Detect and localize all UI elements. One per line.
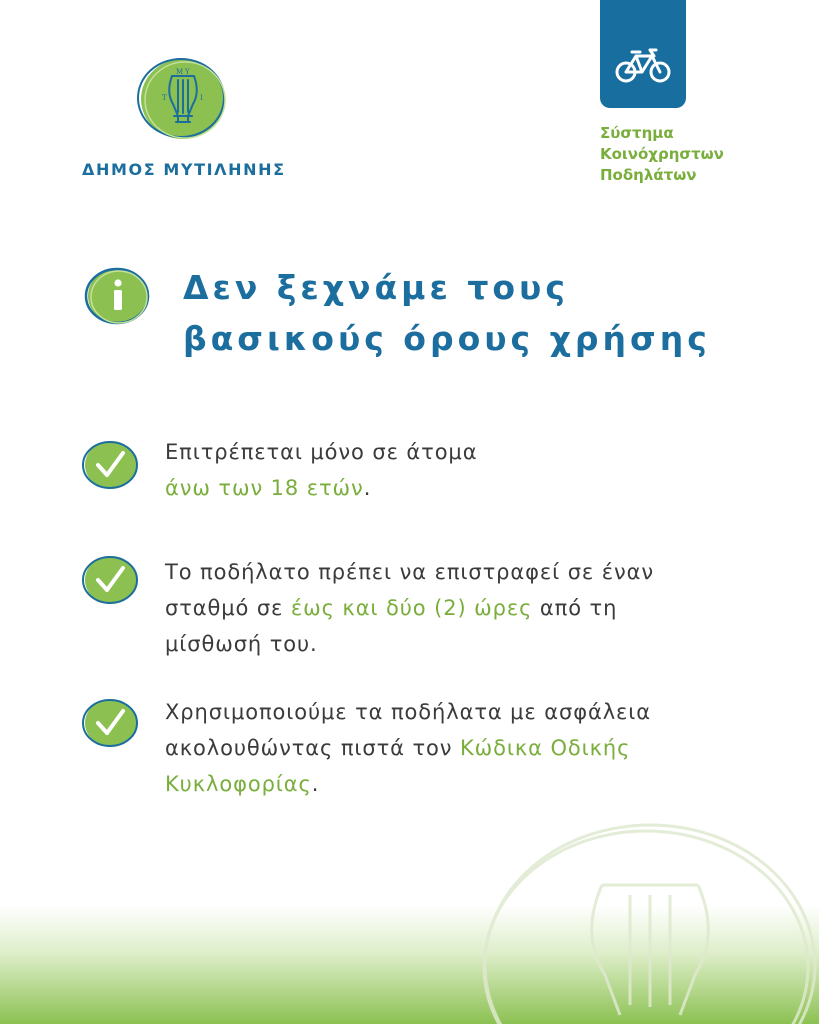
checkmark-icon bbox=[82, 696, 140, 750]
rule-highlight: άνω των 18 ετών bbox=[165, 476, 364, 500]
rule-text: σταθμό σε bbox=[165, 596, 291, 620]
logo-letter-upsilon: Υ bbox=[185, 68, 190, 76]
bicycle-icon bbox=[614, 46, 672, 84]
municipality-logo bbox=[136, 56, 230, 142]
rule-item bbox=[165, 694, 651, 802]
rule-text: ακολουθώντας πιστά τον bbox=[165, 736, 460, 760]
rule-text: . bbox=[311, 772, 320, 796]
checkmark-icon bbox=[82, 438, 140, 492]
logo-letter-tau: Τ bbox=[162, 94, 167, 102]
info-icon bbox=[84, 266, 152, 326]
logo-letter-mu: Μ bbox=[176, 68, 184, 76]
system-name-line: Σύστημα bbox=[600, 124, 674, 142]
rule-text: Το ποδήλατο πρέπει να επιστραφεί σε έναν bbox=[165, 560, 654, 584]
system-name bbox=[600, 123, 724, 186]
rule-text: από τη bbox=[532, 596, 618, 620]
rule-highlight: Κώδικα Οδικής bbox=[459, 736, 631, 760]
municipality-name: ΔΗΜΟΣ ΜΥΤΙΛΗΝΗΣ bbox=[82, 160, 286, 179]
rule-highlight: Κυκλοφορίας bbox=[165, 772, 312, 796]
checkmark-icon bbox=[82, 553, 140, 607]
rule-item bbox=[165, 434, 477, 506]
rule-highlight: έως και δύο (2) ώρες bbox=[290, 596, 533, 620]
system-name-line: Ποδηλάτων bbox=[600, 166, 697, 184]
bike-share-badge bbox=[600, 0, 686, 108]
title-line: βασικούς όρους χρήσης bbox=[183, 319, 711, 358]
rule-text: . bbox=[363, 476, 372, 500]
rule-text: Επιτρέπεται μόνο σε άτομα bbox=[165, 440, 478, 464]
rule-item bbox=[165, 554, 654, 662]
system-name-line: Κοινόχρηστων bbox=[600, 145, 724, 163]
logo-letter-iota: Ι bbox=[200, 94, 203, 102]
page-title bbox=[183, 262, 711, 364]
title-line: Δεν ξεχνάμε τους bbox=[183, 268, 569, 307]
rule-text: Χρησιμοποιούμε τα ποδήλατα με ασφάλεια bbox=[165, 700, 652, 724]
lyre-watermark-icon bbox=[470, 815, 819, 1024]
rule-text: μίσθωσή του. bbox=[165, 632, 318, 656]
